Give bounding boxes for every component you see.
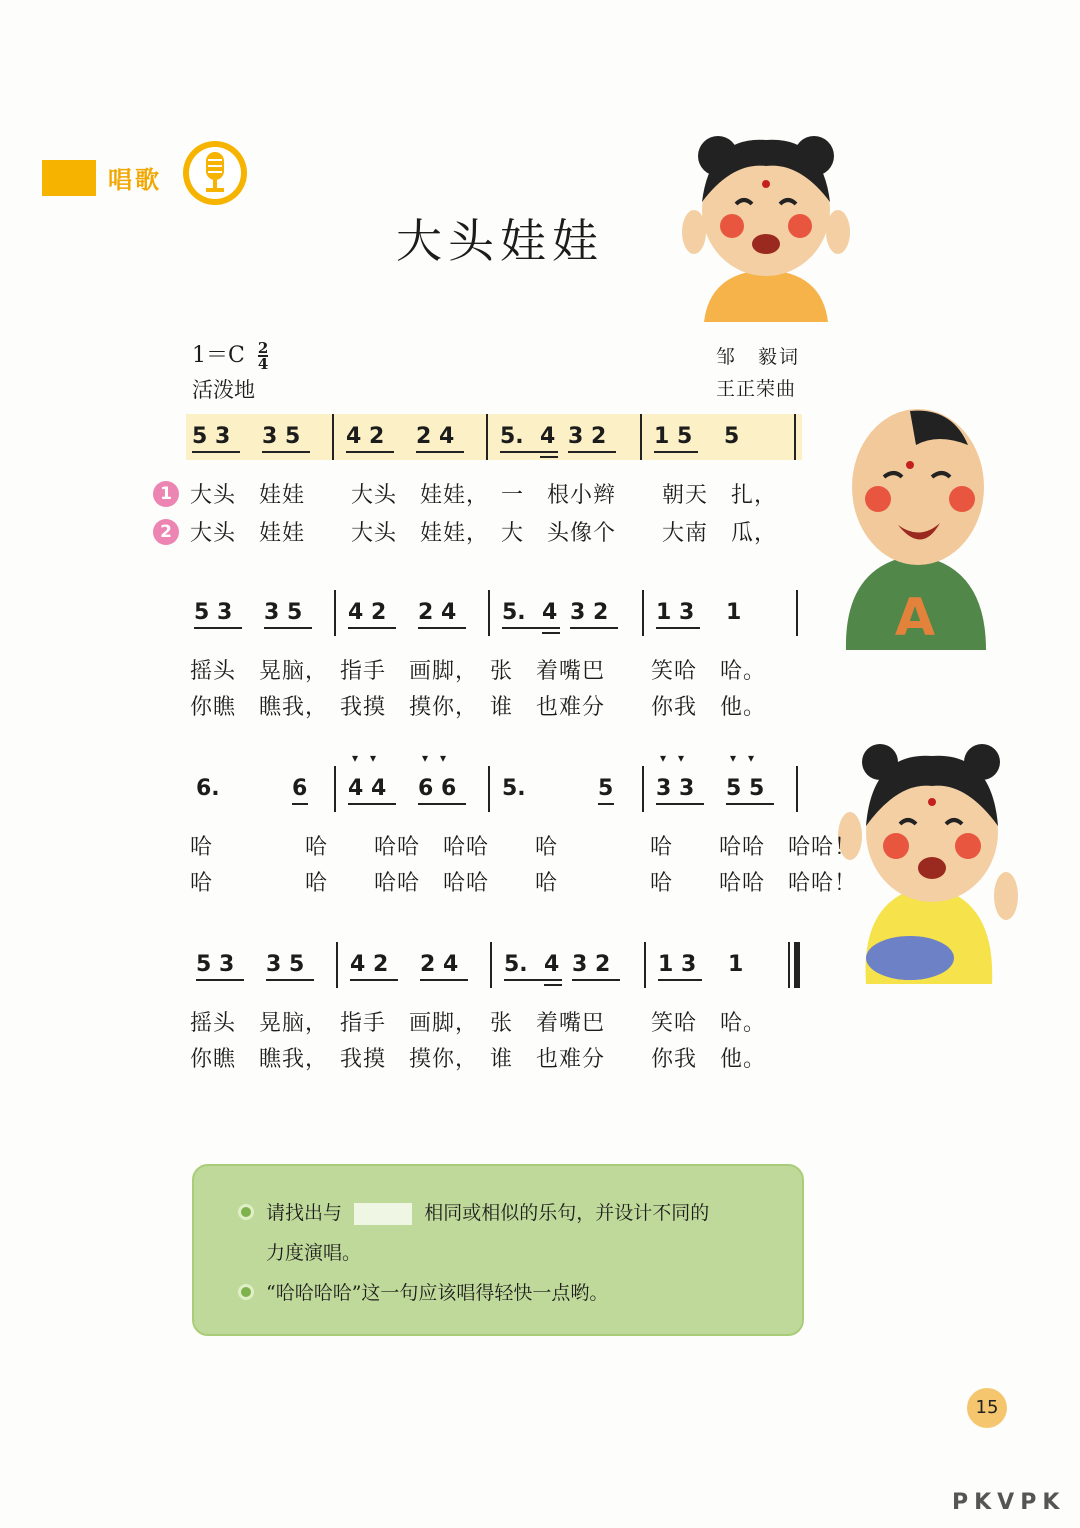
song-title: 大头娃娃 [396,214,604,268]
key-signature [192,338,268,371]
note-group: 3 5 [264,600,303,625]
accent-mark: ▾ ▾ [730,751,755,765]
verse-marker-2: 2 [153,519,179,545]
lyric-line: 摇头 晃脑， 指手 画脚， 张 着嘴巴 笑哈 哈。 [190,659,767,684]
tip-line-1 [266,1198,709,1225]
note-group: 3 3 [656,776,695,801]
bar-line [794,414,796,460]
notation-row-2 [186,590,802,636]
lyric-line: 大头 娃娃 大头 娃娃， 大 头像个 大南 瓜， [190,521,778,546]
tip-text: 请找出与 [266,1202,343,1224]
girl-illustration-top [680,122,852,322]
time-signature [258,341,268,371]
activity-tip-box [192,1164,804,1336]
bar-line [334,766,336,812]
note-group: 2 4 [418,600,457,625]
verse-marker-1: 1 [153,481,179,507]
note-group: 5. [500,424,524,449]
note-group: 1 [726,600,742,625]
note-group: 1 [728,952,744,977]
bullet-icon [238,1204,254,1220]
lyric-line: 你瞧 瞧我， 我摸 摸你， 谁 也难分 你我 他。 [190,695,767,720]
watermark: PKVPK [952,1490,1066,1515]
note-group: 4 2 [350,952,389,977]
note-group: 4 [542,600,558,625]
key-text: 1＝C [192,343,245,368]
bar-line [486,414,488,460]
lyric-line: 大头 娃娃 大头 娃娃， 一 根小辫 朝天 扎， [190,483,778,508]
lyric-line: 摇头 晃脑， 指手 画脚， 张 着嘴巴 笑哈 哈。 [190,1011,767,1036]
note-group: 6 6 [418,776,457,801]
note-group: 3 2 [568,424,607,449]
page-number: 15 [967,1388,1007,1428]
girl-illustration-bottom [836,736,1018,984]
accent-mark: ▾ ▾ [352,751,377,765]
bar-line [796,590,798,636]
note-group: 5 [724,424,740,449]
highlight-blank [354,1203,412,1225]
note-group: 2 4 [416,424,455,449]
bar-line [642,590,644,636]
svg-text:A: A [894,588,936,648]
lyric-line: 哈 哈 哈哈 哈哈 哈 哈 哈哈 哈哈！ [190,871,858,896]
note-group: 5 3 [192,424,231,449]
note-group: 1 5 [654,424,693,449]
note-group: 3 5 [262,424,301,449]
bar-line [642,766,644,812]
note-group: 5. [504,952,528,977]
lyric-line: 哈 哈 哈哈 哈哈 哈 哈 哈哈 哈哈！ [190,835,858,860]
notation-row-3 [186,751,802,812]
note-group: 6. [196,776,220,801]
final-bar-thick [794,942,800,988]
boy-illustration [840,405,990,650]
bar-line [332,414,334,460]
note-group: 6 [292,776,308,801]
bar-line [796,766,798,812]
note-group: 5. [502,600,526,625]
bar-line [644,942,646,988]
tip-line-2: 力度演唱。 [266,1242,362,1264]
note-group: 5 3 [196,952,235,977]
bar-line [334,590,336,636]
notation-row-4 [186,942,802,988]
note-group: 4 [540,424,556,449]
composer-credit: 王正荣曲 [716,378,797,400]
lyric-line: 你瞧 瞧我， 我摸 摸你， 谁 也难分 你我 他。 [190,1047,767,1072]
note-group: 5. [502,776,526,801]
note-group: 4 2 [346,424,385,449]
note-group: 3 2 [570,600,609,625]
bullet-icon [238,1284,254,1300]
section-label: 唱歌 [108,166,162,194]
bar-line [488,766,490,812]
note-group: 4 4 [348,776,387,801]
section-bar [42,160,96,196]
tempo-marking: 活泼地 [192,378,255,402]
bar-line [336,942,338,988]
note-group: 5 5 [726,776,765,801]
note-group: 5 [598,776,614,801]
note-group: 4 [544,952,560,977]
accent-mark: ▾ ▾ [422,751,447,765]
note-group: 3 5 [266,952,305,977]
time-bottom: 4 [257,355,269,373]
tip-text: 相同或相似的乐句，并设计不同的 [424,1202,710,1224]
note-group: 4 2 [348,600,387,625]
note-group: 1 3 [658,952,697,977]
note-group: 2 4 [420,952,459,977]
accent-mark: ▾ ▾ [660,751,685,765]
microphone-icon [182,140,248,206]
bar-line [490,942,492,988]
notation-row-1 [186,414,802,460]
note-group: 1 3 [656,600,695,625]
final-bar-thin [788,942,790,988]
time-top: 2 [257,339,269,357]
note-group: 3 2 [572,952,611,977]
bar-line [640,414,642,460]
lyricist-credit: 邹 毅词 [716,346,801,368]
note-group: 5 3 [194,600,233,625]
tip-line-3: “哈哈哈哈”这一句应该唱得轻快一点哟。 [266,1282,609,1304]
bar-line [488,590,490,636]
